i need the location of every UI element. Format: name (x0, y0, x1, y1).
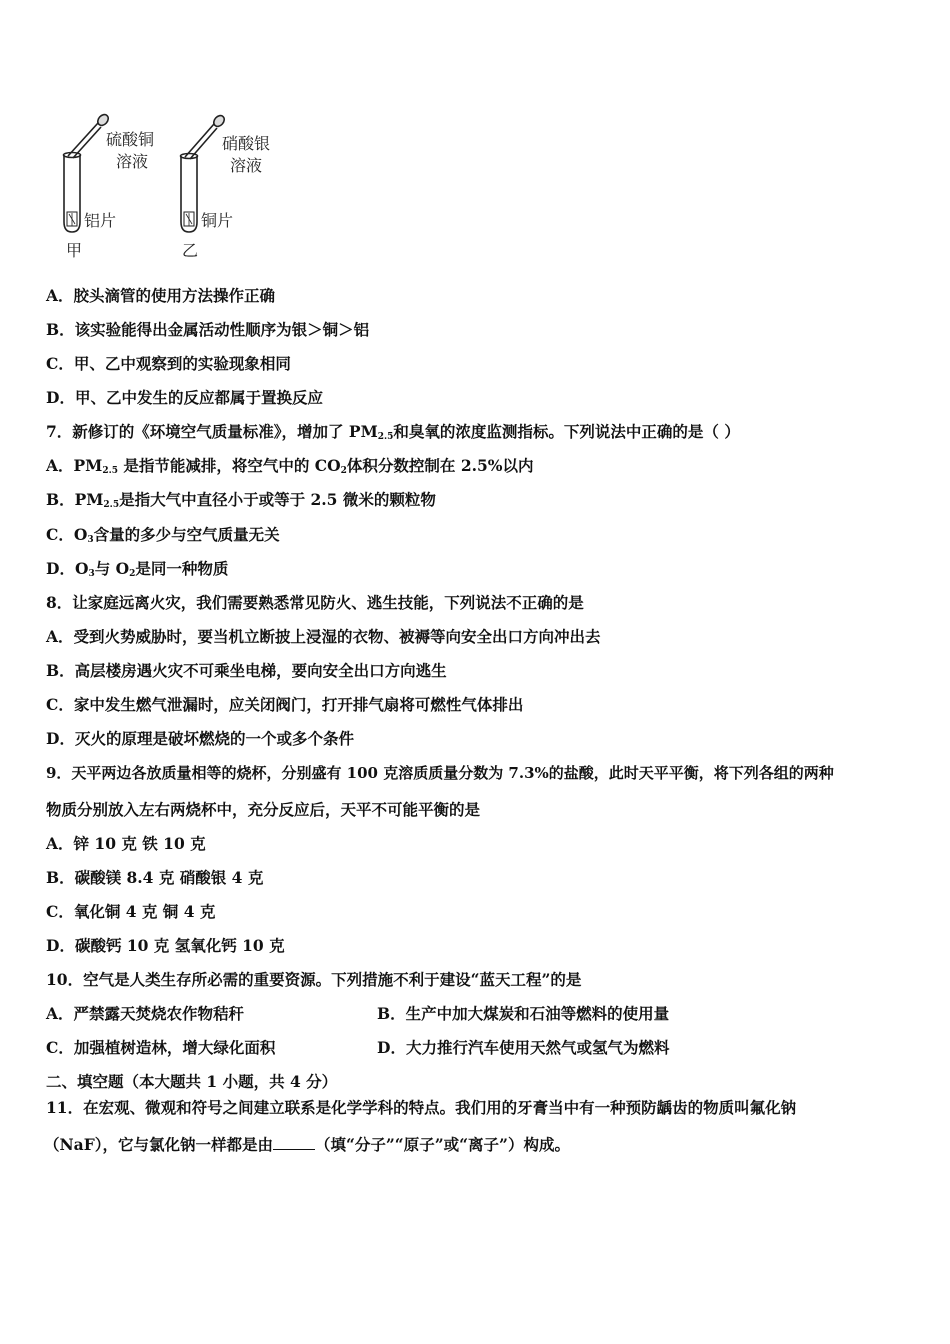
q6-option-a: A．胶头滴管的使用方法操作正确 (46, 286, 276, 305)
q9-stem-line1: 9．天平两边各放质量相等的烧杯，分别盛有 100 克溶质质量分数为 7.3%的盐酸，此时天平平衡，将下列各组的两种 (46, 764, 834, 782)
q9-option-b: B．碳酸镁 8.4 克 硝酸银 4 克 (46, 868, 264, 887)
q7-option-b: B．$PM_{2.5}$是指大气中直径小于或等于 2.5 微米的颗粒物 (46, 490, 436, 510)
q7-option-d: D．$O_3$与 $O_2$是同一种物质 (46, 559, 229, 579)
q7-option-c: C．$O_3$含量的多少与空气质量无关 (46, 525, 280, 545)
q10-option-b: B．生产中加大煤炭和石油等燃料的使用量 (377, 1004, 670, 1023)
q9-stem-line2: 物质分别放入左右两烧杯中，充分反应后，天平不可能平衡的是 (46, 800, 481, 819)
q7-option-a: A．$PM_{2.5}$ 是指节能减排，将空气中的 $CO_2$体积分数控制在 2.5%以内 (46, 456, 534, 476)
yi-reagent-label-1: 硝酸银 (222, 134, 271, 153)
yi-reagent-label-2: 溶液 (230, 156, 263, 175)
q8-stem: 8．让家庭远离火灾，我们需要熟悉常见防火、逃生技能，下列说法不正确的是 (46, 593, 584, 612)
q10-option-a: A．严禁露天焚烧农作物秸秆 (46, 1004, 245, 1023)
q9-option-a: A．锌 10 克 铁 10 克 (46, 834, 206, 853)
section2-heading: 二、填空题（本大题共 1 小题，共 4 分） (46, 1072, 338, 1091)
q11-line2: （NaF），它与氯化钠一样都是由 （填“分子”“原子”或“离子”）构成。 (44, 1135, 570, 1154)
q6-option-d: D．甲、乙中发生的反应都属于置换反应 (46, 388, 323, 407)
q11-answer-blank[interactable] (273, 1135, 315, 1150)
q10-stem: 10．空气是人类生存所必需的重要资源。下列措施不利于建设“蓝天工程”的是 (46, 970, 582, 989)
q7-stem: 7．新修订的《环境空气质量标准》，增加了 $PM_{2.5}$和臭氧的浓度监测指标。下列说法中正确的是（ ） (46, 422, 740, 442)
yi-tube-label: 乙 (182, 241, 199, 260)
q10-option-c: C．加强植树造林，增大绿化面积 (46, 1038, 276, 1057)
q9-option-d: D．碳酸钙 10 克 氢氧化钙 10 克 (46, 936, 285, 955)
q11-line1: 11．在宏观、微观和符号之间建立联系是化学学科的特点。我们用的牙膏当中有一种预防龋齿的物质叫氟化钠 (46, 1098, 797, 1117)
q8-option-b: B．高层楼房遇火灾不可乘坐电梯，要向安全出口方向逃生 (46, 661, 447, 680)
q10-option-d: D．大力推行汽车使用天然气或氢气为燃料 (377, 1038, 670, 1057)
jia-reagent-label-1: 硫酸铜 (106, 130, 155, 149)
q8-option-a: A．受到火势威胁时，要当机立断披上浸湿的衣物、被褥等向安全出口方向冲出去 (46, 627, 601, 646)
q6-option-b: B．该实验能得出金属活动性顺序为银＞铜＞铝 (46, 320, 370, 339)
yi-metal-label: 铜片 (201, 211, 234, 230)
q6-option-c: C．甲、乙中观察到的实验现象相同 (46, 354, 291, 373)
jia-metal-label: 铝片 (84, 211, 117, 230)
jia-reagent-label-2: 溶液 (116, 152, 149, 171)
q8-option-c: C．家中发生燃气泄漏时，应关闭阀门，打开排气扇将可燃性气体排出 (46, 695, 524, 714)
jia-tube-label: 甲 (66, 241, 83, 260)
q8-option-d: D．灭火的原理是破坏燃烧的一个或多个条件 (46, 729, 354, 748)
q9-option-c: C．氧化铜 4 克 铜 4 克 (46, 902, 216, 921)
